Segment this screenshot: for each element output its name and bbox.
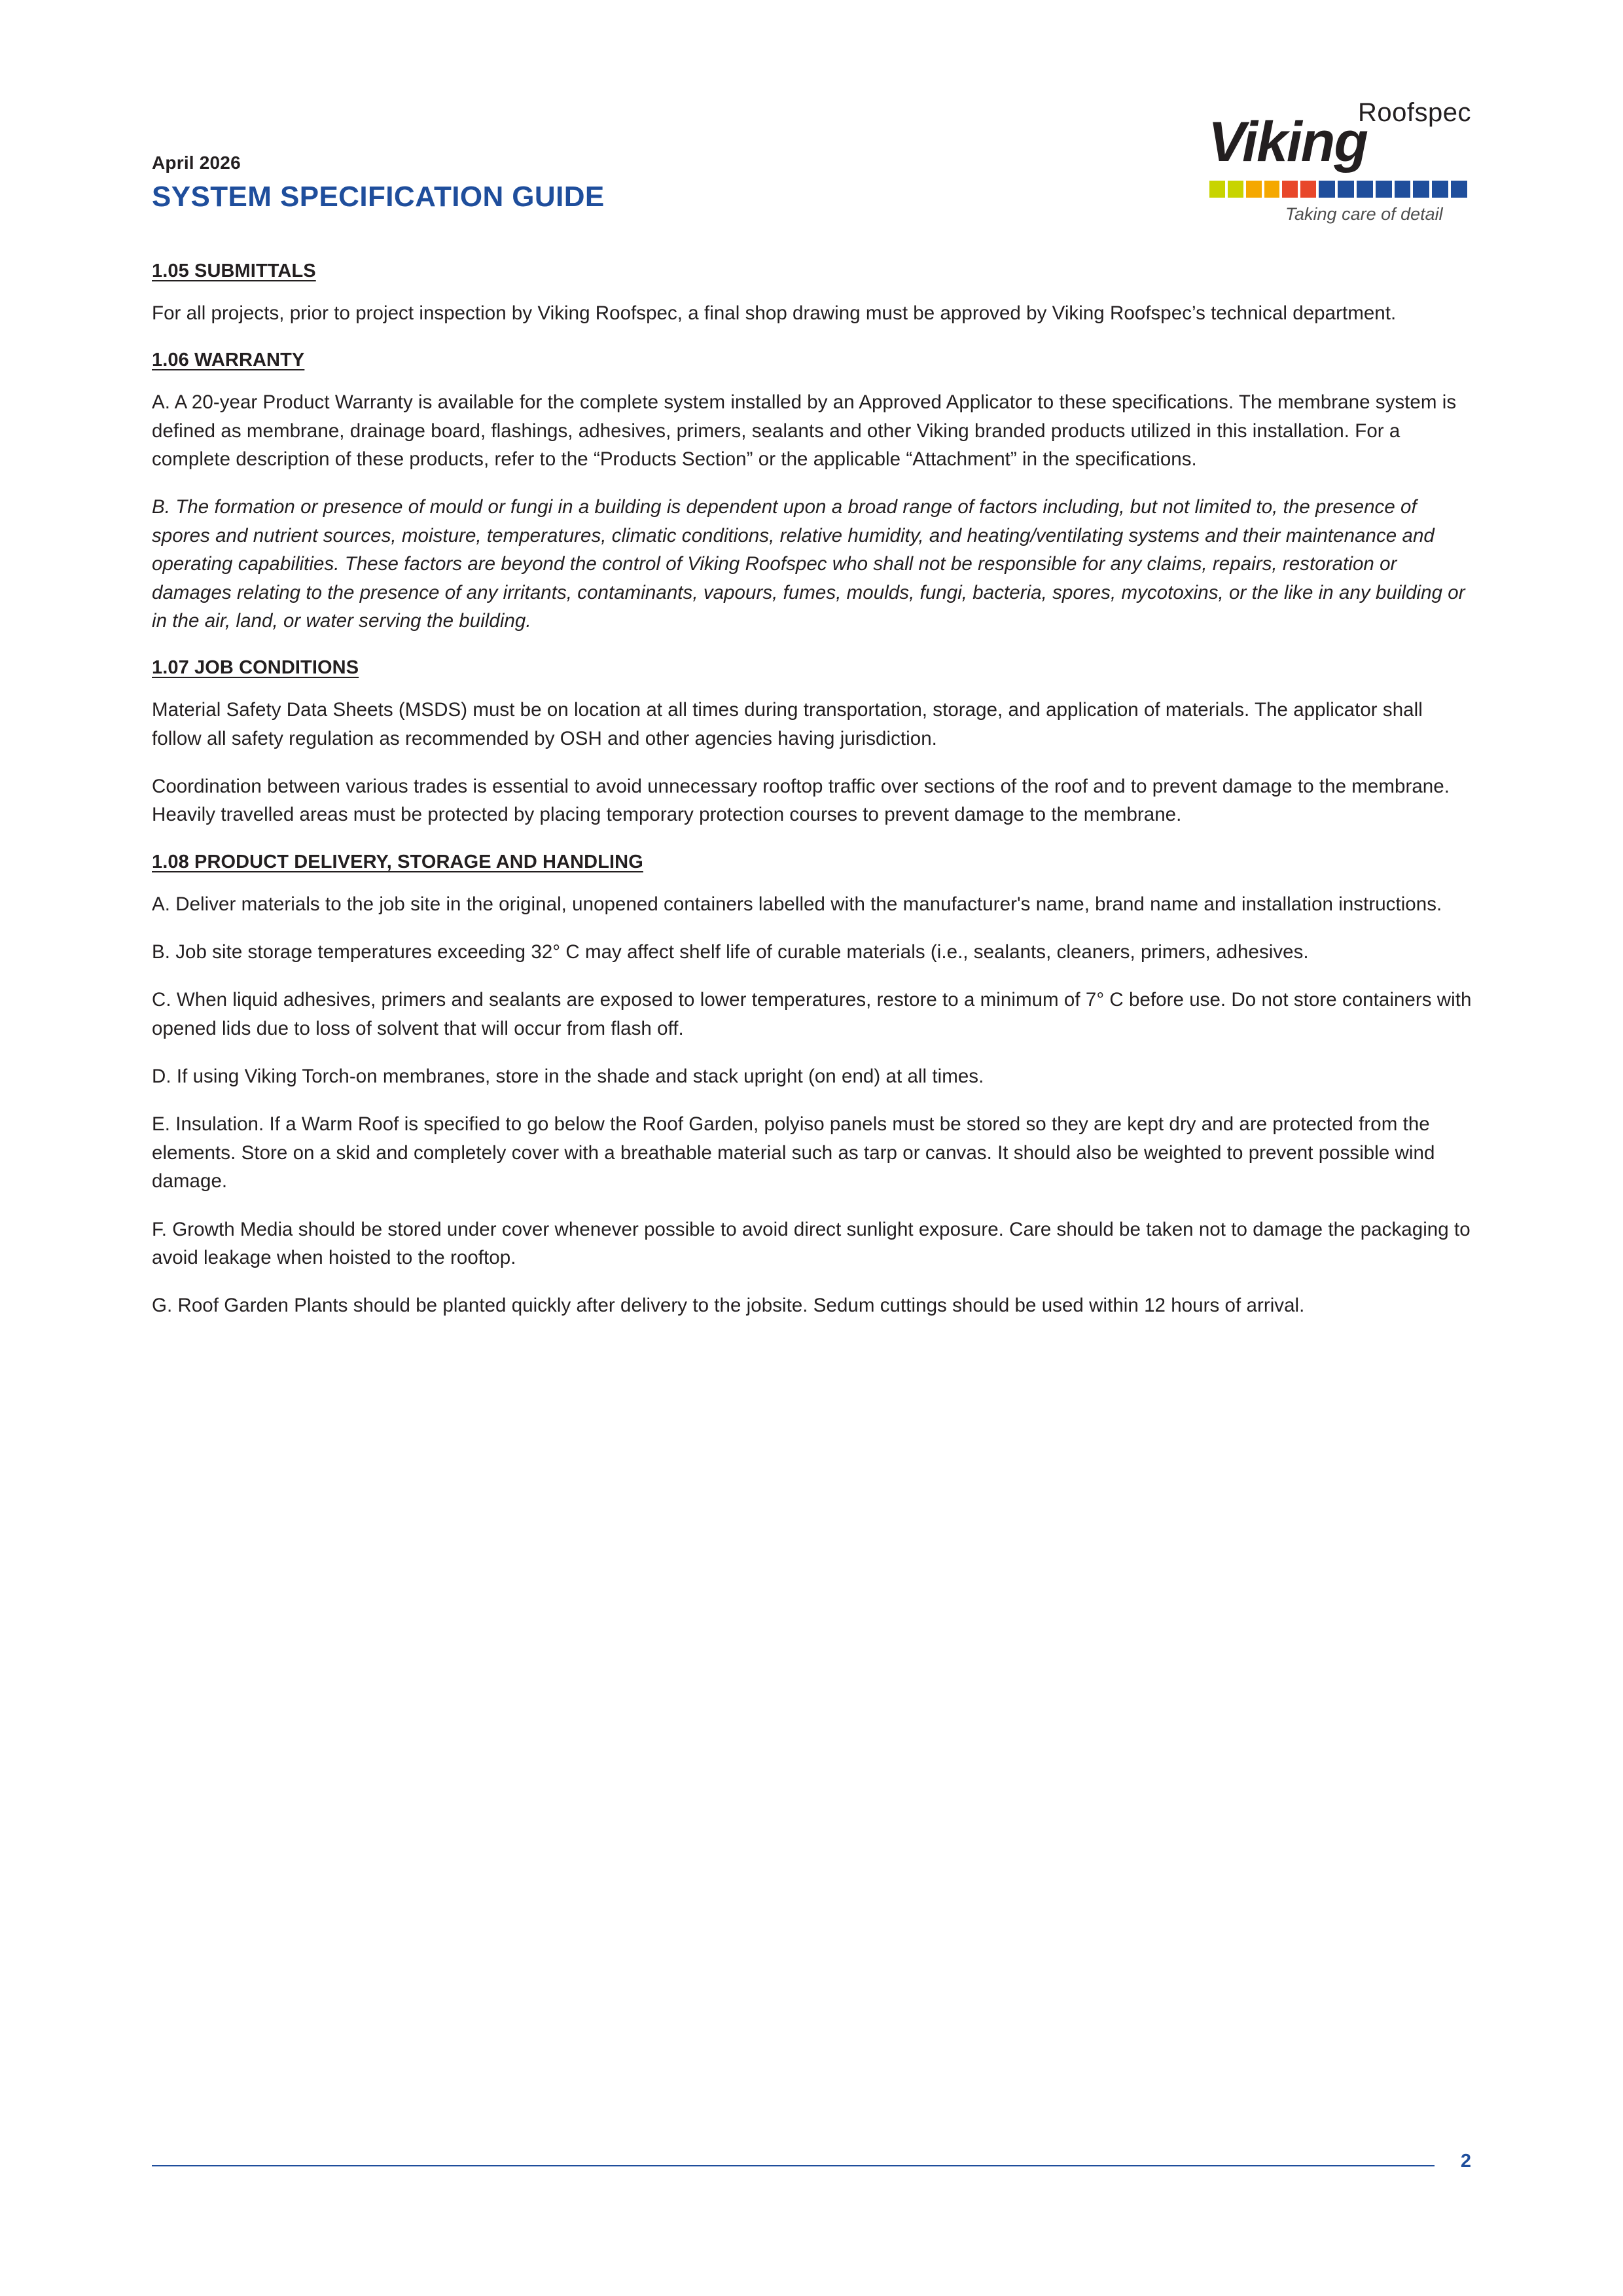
document-section xyxy=(152,657,1474,829)
page-content xyxy=(152,0,1474,1342)
logo-bar-segment xyxy=(1357,181,1373,198)
logo-bar-segment xyxy=(1246,181,1262,198)
viking-roofspec-logo xyxy=(1199,98,1474,232)
logo-bar-segment xyxy=(1395,181,1411,198)
document-section xyxy=(152,852,1474,1320)
logo-bar-segment xyxy=(1300,181,1316,198)
logo-viking-text: Viking xyxy=(1208,111,1367,173)
section-paragraph: E. Insulation. If a Warm Roof is specified to go below the Roof Garden, polyiso panels must be stored so they are kept dry and are protected from the elements. Store on a skid and completely cover with a breathable material such as tarp or canvas. It should also be weighted to prevent possible wind damage. xyxy=(152,1113,1435,1193)
section-paragraph: F. Growth Media should be stored under cover whenever possible to avoid direct sunlight exposure. Care should be taken not to damage the packaging to avoid leakage when hoisted to the rooftop. xyxy=(152,1218,1471,1268)
document-section xyxy=(152,260,1474,327)
section-heading: 1.08 PRODUCT DELIVERY, STORAGE AND HANDLING xyxy=(152,851,643,872)
document-body xyxy=(152,260,1474,1320)
section-paragraph: D. If using Viking Torch-on membranes, store in the shade and stack upright (on end) at all times. xyxy=(152,1066,984,1088)
logo-bar-segment xyxy=(1338,181,1354,198)
section-heading: 1.05 SUBMITTALS xyxy=(152,260,316,281)
page-header xyxy=(152,0,1474,224)
page-number: 2 xyxy=(1460,2151,1471,2172)
section-paragraph: B. Job site storage temperatures exceeding 32° C may affect shelf life of curable materials (i.e., sealants, cleaners, primers, adhesives. xyxy=(152,941,1309,963)
logo-tagline: Taking care of detail xyxy=(1285,204,1443,224)
logo-bar-segment xyxy=(1376,181,1392,198)
logo-color-bars xyxy=(1209,181,1470,198)
document-date: April 2026 xyxy=(152,152,241,173)
logo-roofspec-text: Roofspec xyxy=(1358,98,1471,127)
section-heading: 1.06 WARRANTY xyxy=(152,350,305,371)
section-paragraph: For all projects, prior to project inspection by Viking Roofspec, a final shop drawing must be approved by Viking Roofspec’s technical department. xyxy=(152,302,1397,324)
section-paragraph: Material Safety Data Sheets (MSDS) must be on location at all times during transportation, storage, and application of materials. The applicator shall follow all safety regulation as recommended by OSH and other agencies having jurisdiction. xyxy=(152,699,1423,749)
section-paragraph: B. The formation or presence of mould or fungi in a building is dependent upon a broad range of factors including, but not limited to, the presence of spores and nutrient sources, moisture, temperatures, climatic conditions, relative humidity, and heating/ventilating systems and their maintenance and operating capabilities. These factors are beyond the control of Viking Roofspec who shall not be responsible for any claims, repairs, restoration or damages relating to the presence of any irritants, contaminants, vapours, fumes, moulds, fungi, bacteria, spores, mycotoxins, or the like in any building or in the air, land, or water serving the building. xyxy=(152,496,1465,632)
logo-bar-segment xyxy=(1282,181,1298,198)
section-paragraph: A. A 20-year Product Warranty is available for the complete system installed by an Approved Applicator to these specifications. The membrane system is defined as membrane, drainage board, flashings, adhesives, primers, sealants and other Viking branded products utilized in this installation. For a complete description of these products, refer to the “Products Section” or the applicable “Attachment” in the specifications. xyxy=(152,391,1457,471)
document-section xyxy=(152,350,1474,635)
section-paragraph: A. Deliver materials to the job site in the original, unopened containers labelled with the manufacturer's name, brand name and installation instructions. xyxy=(152,893,1442,915)
section-paragraph: G. Roof Garden Plants should be planted quickly after delivery to the jobsite. Sedum cuttings should be used within 12 hours of arrival. xyxy=(152,1295,1305,1317)
footer-divider xyxy=(152,2165,1435,2166)
page-title: SYSTEM SPECIFICATION GUIDE xyxy=(152,181,605,213)
logo-bar-segment xyxy=(1264,181,1280,198)
logo-bar-segment xyxy=(1319,181,1335,198)
section-heading: 1.07 JOB CONDITIONS xyxy=(152,657,359,679)
logo-bar-segment xyxy=(1413,181,1429,198)
logo-bar-segment xyxy=(1209,181,1225,198)
section-paragraph: C. When liquid adhesives, primers and sealants are exposed to lower temperatures, restore to a minimum of 7° C before use. Do not store containers with opened lids due to loss of solvent that will occur from flash off. xyxy=(152,989,1472,1039)
page-footer xyxy=(152,2151,1471,2191)
logo-bar-segment xyxy=(1451,181,1467,198)
logo-bar-segment xyxy=(1432,181,1448,198)
logo-bar-segment xyxy=(1228,181,1243,198)
section-paragraph: Coordination between various trades is essential to avoid unnecessary rooftop traffic over sections of the roof and to prevent damage to the membrane. Heavily travelled areas must be protected by placing temporary protection courses to prevent damage to the membrane. xyxy=(152,775,1450,826)
